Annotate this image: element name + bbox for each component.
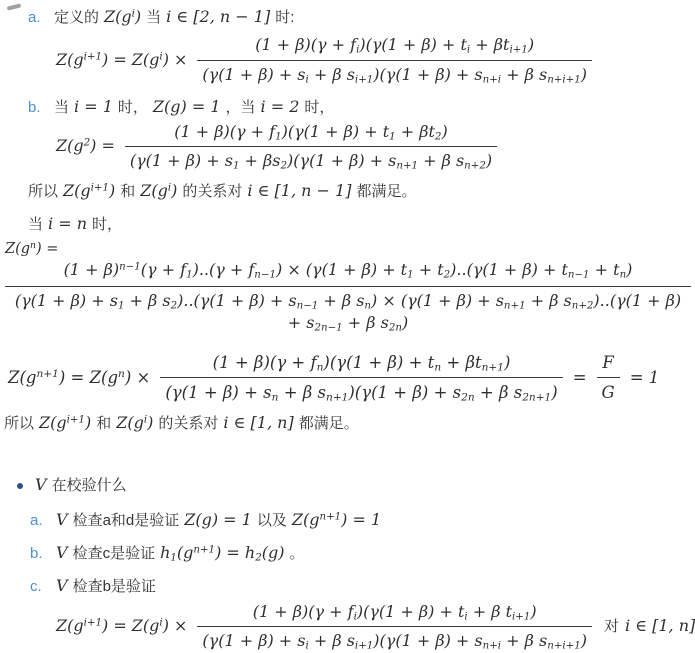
proof-item-b-text1: 当 — [54, 99, 70, 117]
proof-item-b-text4: 时， — [304, 99, 335, 117]
proof-item-b-math2: Z(g) = 1 — [152, 97, 221, 117]
fraction-wide — [5, 259, 691, 334]
equation-z-gn1 — [8, 351, 692, 404]
when-n-text1: 当 — [28, 215, 44, 233]
fraction-numerator: $(1 + \beta)(\gamma + f_i)(\gamma(1 + \beta) + t_i + \beta t_{i+1})$ — [255, 35, 535, 56]
when-n-math1: i = n — [48, 213, 88, 233]
when-n-text2: 时， — [92, 215, 123, 233]
conclusion2-text4: 都满足。 — [298, 414, 359, 432]
equation-verify-b — [56, 601, 695, 653]
conclusion2-text2: 和 — [96, 414, 112, 432]
verify-item-a — [30, 509, 692, 531]
conclusion2-text3: 的关系对 — [158, 414, 219, 432]
conclusion1-text4: 都满足。 — [356, 183, 417, 201]
math-notes-document — [0, 6, 695, 652]
fraction-denominator: ($\gamma(1 + \beta) + s_i + \beta$ $s_{i+1})(\gamma(1 + \beta) + s_{n+i} + \beta$ $s_{n+i+1}$) — [197, 60, 592, 86]
conclusion1-text2: 和 — [120, 183, 136, 201]
verify-a-text1: 检查a和d是验证 — [72, 511, 180, 529]
bullet-title-math: V — [35, 475, 47, 495]
verify-c-math-v: V — [56, 576, 68, 596]
fraction-denominator: ($\gamma(1 + \beta) + s_i + \beta$ $s_{i+1})(\gamma(1 + \beta) + s_{n+i} + \beta$ $s_{n+i+1}$) — [197, 626, 592, 652]
conclusion2-math3: i ∈ [1, n] — [223, 412, 294, 432]
fraction-numerator: F — [602, 352, 614, 372]
equals-sign: = — [572, 367, 587, 387]
conclusion1-math1: $Z(g^{i+1})$ — [63, 181, 116, 201]
proof-item-a-math1: $Z(g^i)$ — [104, 7, 142, 26]
verify-b-text2: 。 — [289, 544, 305, 562]
proof-item-a-math2: i ∈ [2, n − 1] — [166, 7, 271, 26]
conclusion-range-n — [4, 412, 692, 434]
list-marker-b: b. — [28, 99, 41, 117]
equation-tail-text: 对 — [603, 618, 619, 636]
proof-item-b-text3: ，当 — [225, 99, 256, 117]
conclusion2-math1: $Z(g^{i+1})$ — [39, 412, 92, 432]
bullet-title-text: 在校验什么 — [51, 476, 127, 494]
conclusion2-math2: $Z(g^i)$ — [116, 412, 154, 432]
list-marker-a: a. — [30, 511, 43, 529]
proof-item-a — [28, 6, 692, 28]
verify-item-b — [30, 542, 692, 564]
equation-lhs: $Z(g^{i+1}) = Z(g^i)$ × — [56, 50, 188, 70]
conclusion1-text3: 的关系对 — [182, 183, 243, 201]
verify-a-text2: 以及 — [256, 511, 287, 529]
equation-lhs: $Z(g^{n+1}) = Z(g^n)$ × — [8, 367, 151, 387]
conclusion2-text1: 所以 — [4, 414, 35, 432]
conclusion-range-n-minus-1 — [28, 180, 692, 202]
fraction-numerator: $(1 + \beta)^{n-1}(\gamma + f_1)..(\gamma + f_{n-1}) \times (\gamma(1 + \beta) + t_1 + t_2)..(\gamma(1 + \beta) + t_{n-1} + t_n)$ — [63, 260, 633, 281]
fraction-denominator: ($\gamma(1 + \beta) + s_1 + \beta$ $s_2)..(\gamma(1 + \beta) + s_{n-1} + \beta$ $s_n) \times (\gamma(1 + \beta) + s_{n+1} + \beta$ $s_{n+2})..(\gamma(1 + \beta) + s_{2n-1} + \beta$ $s_{2n}$) — [5, 286, 691, 335]
cutoff-text-fragment — [7, 3, 22, 10]
equation-recursive-z — [56, 34, 692, 86]
fraction — [160, 351, 562, 404]
fraction-denominator: $(\gamma(1 + \beta) + s_1 + \beta s_2)(\gamma(1 + \beta) + s_{n+1} + \beta$ $s_{n+2}$) — [125, 146, 497, 172]
bullet-verifier-section — [17, 474, 692, 496]
fraction-denominator: G — [597, 377, 620, 404]
equation-tail-group — [604, 615, 695, 637]
fraction-f-over-g — [597, 351, 620, 404]
equation-lhs: $Z(g^{i+1}) = Z(g^i)$ × — [56, 616, 188, 636]
fraction — [125, 121, 497, 173]
proof-item-b-text2: 时， — [117, 99, 148, 117]
conclusion1-text1: 所以 — [28, 183, 59, 201]
fraction-denominator: ($\gamma(1 + \beta) + s_n + \beta$ $s_{n+1})(\gamma(1 + \beta) + s_{2n} + \beta$ $s_{2n+1}$) — [160, 377, 562, 404]
equation-tail: = 1 — [629, 367, 660, 387]
proof-item-b-math1: i = 1 — [74, 97, 113, 117]
proof-item-a-text3: 时: — [275, 9, 295, 26]
proof-item-b-math3: i = 2 — [260, 97, 300, 117]
proof-item-a-text2: 当 — [146, 9, 162, 26]
fraction — [197, 34, 592, 86]
list-marker-c: c. — [30, 578, 42, 596]
proof-item-b — [28, 96, 692, 118]
fraction — [197, 601, 592, 653]
verify-a-math2: $Z(g^{n+1}) = 1$ — [291, 509, 382, 529]
fraction-numerator: $(1 + \beta)(\gamma + f_n)(\gamma(1 + \beta) + t_n + \beta t_{n+1})$ — [212, 352, 511, 374]
equation-lhs: $Z(g^2)$ = — [56, 136, 115, 156]
case-i-equals-n — [28, 213, 692, 235]
list-marker-b: b. — [30, 544, 43, 562]
verify-b-math1: $h_1(g^{n+1}) = h_2(g)$ — [160, 542, 285, 564]
verify-b-text1: 检查c是验证 — [72, 544, 156, 562]
verify-a-math1: Z(g) = 1 — [184, 509, 252, 529]
conclusion1-math2: $Z(g^i)$ — [140, 181, 178, 201]
equation-z-gn — [5, 239, 691, 334]
bullet-icon — [17, 483, 23, 489]
equation-lhs: $Z(g^n)$ = — [5, 240, 59, 258]
fraction-numerator: $(1 + \beta)(\gamma + f_1)(\gamma(1 + \beta) + t_1 + \beta t_2)$ — [174, 121, 448, 143]
equation-z-g2 — [56, 121, 692, 173]
verify-b-math-v: V — [56, 542, 68, 562]
conclusion1-math3: i ∈ [1, n − 1] — [247, 181, 352, 201]
proof-item-a-text1: 定义的 — [54, 9, 100, 26]
equation-tail-math: i ∈ [1, n] — [625, 616, 695, 636]
list-marker-a: a. — [28, 9, 41, 26]
verify-c-text1: 检查b是验证 — [72, 578, 156, 596]
verify-item-c — [30, 575, 692, 597]
verify-a-math-v: V — [56, 509, 68, 529]
fraction-numerator: $(1 + \beta)(\gamma + f_i)(\gamma(1 + \beta) + t_i + \beta$ $t_{i+1}$) — [252, 601, 537, 623]
